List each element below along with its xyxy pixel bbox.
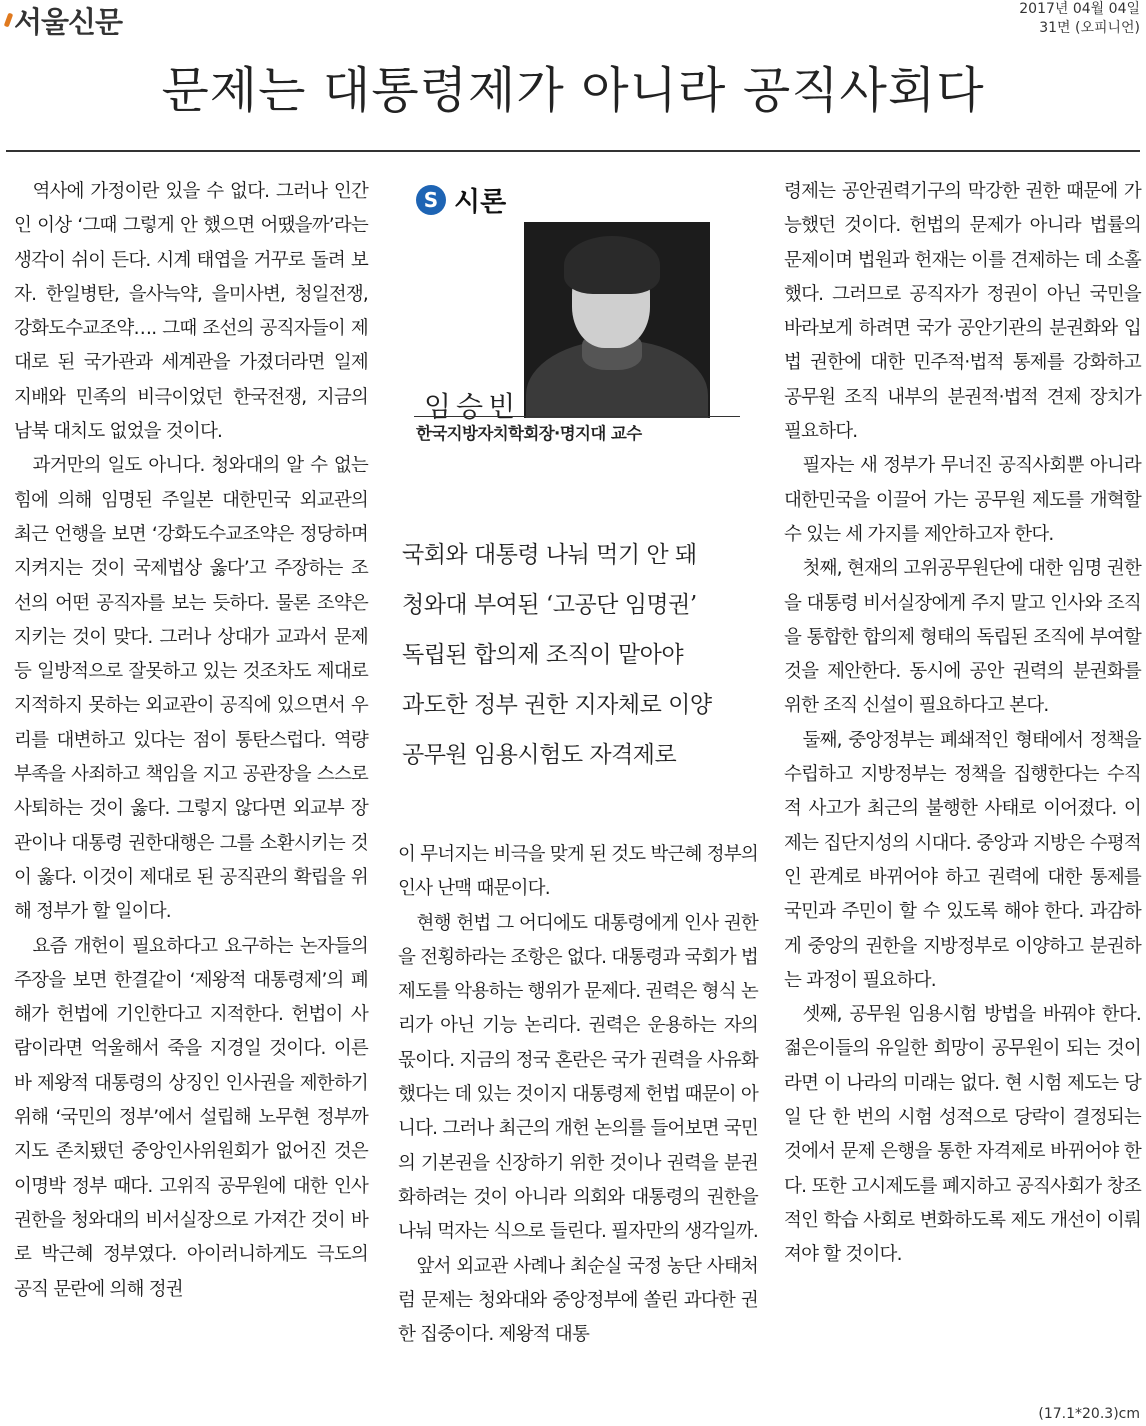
author-rule [414,416,740,417]
paragraph: 현행 헌법 그 어디에도 대통령에게 인사 권한을 전횡하라는 조항은 없다. 대통령과 국회가 법제도를 악용하는 행위가 문제다. 권력은 형식 논리가 아닌 기능 논리다. 권력은 운용하는 자의 몫이다. 지금의 정국 혼란은 국가 권력을 사유화했다는 데 있는 것이지 대통령제 헌법 때문이 아니다. 그러나 최근의 개헌 논의를 들어보면 국민의 기본권을 신장하기 위한 것이나 권력을 분권화하려는 것이 아니라 의회와 대통령의 권한을 나눠 먹자는 식으로 들린다. 필자만의 생각일까. [398,912,758,1243]
pullquote-line: 국회와 대통령 나눠 먹기 안 돼 [402,542,697,568]
article-headline: 문제는 대통령제가 아니라 공직사회다 [161,62,985,119]
article-column-2 [398,838,758,1352]
pullquote-line: 청와대 부여된 ‘고공단 임명권’ [402,592,697,618]
article-column-1 [14,175,368,1307]
pullquote-line: 과도한 정부 권한 지자체로 이양 [402,692,712,718]
newspaper-logo: 서울신문 [14,4,123,39]
article-size-note: (17.1*20.3)cm [1038,1406,1140,1422]
author-title: 한국지방자치학회장·명지대 교수 [416,424,642,443]
edition-meta [1019,0,1140,38]
section-signature [416,180,506,219]
pullquote-line: 공무원 임용시험도 자격제로 [402,742,677,768]
masthead [6,0,122,40]
pullquote-line: 독립된 합의제 조직이 맡아야 [402,642,684,668]
article-column-3 [784,175,1141,1273]
paragraph: 둘째, 중앙정부는 폐쇄적인 형태에서 정책을 수립하고 지방정부는 정책을 집행한다는 수직적 사고가 최근의 불행한 사태로 이어졌다. 이제는 집단지성의 시대다. 중앙과 지방은 수평적인 관계로 바뀌어야 하고 권력에 대한 통제를 국민과 주민이 할 수 있도록 해야 한다. 과감하게 중앙의 권한을 지방정부로 이양하고 분권하는 과정이 필요하다. [784,729,1141,991]
page-section: 31면 (오피니언) [1039,20,1140,36]
paragraph: 요즘 개헌이 필요하다고 요구하는 논자들의 주장을 보면 한결같이 ‘제왕적 대통령제’의 폐해가 헌법에 기인한다고 지적한다. 헌법이 사람이라면 억울해서 죽을 지경일 것이다. 이른바 제왕적 대통령의 상징인 인사권을 제한하기 위해 ‘국민의 정부’에서 설립해 노무현 정부까지도 존치됐던 중앙인사위원회가 없어진 것은 이명박 정부 때다. 고위직 공무원에 대한 인사 권한을 청와대의 비서실장으로 가져간 것이 바로 박근혜 정부였다. 아이러니하게도 극도의 공직 문란에 의해 정권 [14,935,368,1300]
paragraph: 역사에 가정이란 있을 수 없다. 그러나 인간인 이상 ‘그때 그렇게 안 했으면 어땠을까’라는 생각이 쉬이 든다. 시계 태엽을 거꾸로 돌려 보자. 한일병탄, 을사늑약, 을미사변, 청일전쟁, 강화도수교조약…. 그때 조선의 공직자들이 제대로 된 국가관과 세계관을 가졌더라면 일제 지배와 민족의 비극이었던 한국전쟁, 지금의 남북 대치도 없었을 것이다. [14,181,368,443]
headline-rule [6,150,1140,152]
paragraph: 령제는 공안권력기구의 막강한 권한 때문에 가능했던 것이다. 헌법의 문제가 아니라 법률의 문제이며 법원과 헌재는 이를 견제하는 데 소홀했다. 그러므로 공직자가 정권이 아닌 국민을 바라보게 하려면 국가 공안기관의 분권화와 입법 권한에 대한 민주적·법적 통제를 강화하고 공무원 조직 내부의 분권적·법적 견제 장치가 필요하다. [784,181,1141,443]
paragraph: 이 무너지는 비극을 맞게 된 것도 박근혜 정부의 인사 난맥 때문이다. [398,844,758,900]
pullquote-block [402,530,772,780]
paragraph: 필자는 새 정부가 무너진 공직사회뿐 아니라 대한민국을 이끌어 가는 공무원 제도를 개혁할 수 있는 세 가지를 제안하고자 한다. [784,455,1141,545]
paragraph: 과거만의 일도 아니다. 청와대의 알 수 없는 힘에 의해 임명된 주일본 대한민국 외교관의 최근 언행을 보면 ‘강화도수교조약은 정당하며 지켜지는 것이 국제법상 옳다’고 주장하는 조선의 어떤 공직자를 보는 듯하다. 물론 조약은 지키는 것이 맞다. 그러나 상대가 교과서 문제 등 일방적으로 잘못하고 있는 것조차도 제대로 지적하지 못하는 외교관이 공직에 있으면서 우리를 대변하고 있다는 점이 통탄스럽다. 역량 부족을 사죄하고 책임을 지고 공관장을 스스로 사퇴하는 것이 옳다. 그렇지 않다면 외교부 장관이나 대통령 권한대행은 그를 소환시키는 것이 옳다. 이것이 제대로 된 공직관의 확립을 위해 정부가 할 일이다. [14,455,368,923]
logo-mark-icon [4,13,13,28]
paragraph: 첫째, 현재의 고위공무원단에 대한 임명 권한을 대통령 비서실장에게 주지 말고 인사와 조직을 통합한 합의제 형태의 독립된 조직에 부여할 것을 제안한다. 동시에 공안 권력의 분권화를 위한 조직 신설이 필요하다고 본다. [784,558,1141,717]
paragraph: 앞서 외교관 사례나 최순실 국정 농단 사태처럼 문제는 청와대와 중앙정부에 쏠린 과다한 권한 집중이다. 제왕적 대통 [398,1255,758,1346]
author-name: 임승빈 [424,390,521,423]
section-label: 시론 [454,187,507,218]
author-photo [524,222,710,418]
publish-date: 2017년 04월 04일 [1019,1,1140,17]
section-logo-icon: S [416,185,446,215]
paragraph: 셋째, 공무원 임용시험 방법을 바꿔야 한다. 젊은이들의 유일한 희망이 공무원이 되는 것이라면 이 나라의 미래는 없다. 현 시험 제도는 당일 단 한 번의 시험 성적으로 당락이 결정되는 것에서 문제 은행을 통한 자격제로 바뀌어야 한다. 또한 고시제도를 폐지하고 공직사회가 창조적인 학습 사회로 변화하도록 제도 개선이 이뤄져야 할 것이다. [784,1004,1141,1266]
